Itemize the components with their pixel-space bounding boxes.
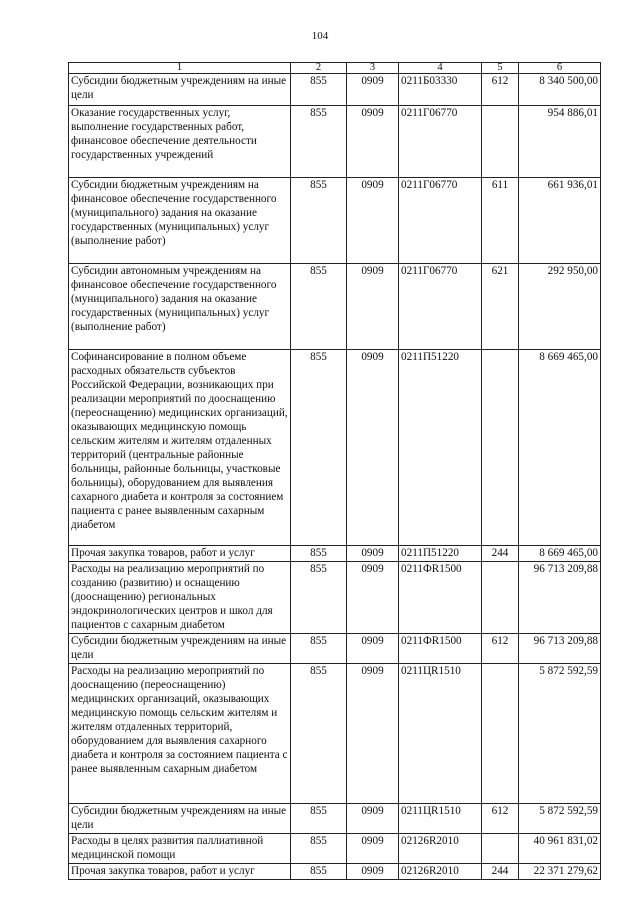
cell-ministry: 855: [291, 664, 347, 804]
page-number: 104: [311, 30, 329, 42]
cell-expense-type: 621: [482, 264, 519, 350]
cell-target: 0211Г06770: [399, 178, 482, 264]
column-header: 6: [519, 63, 601, 74]
cell-expense-type: [482, 562, 519, 634]
cell-target: 02126R2010: [399, 864, 482, 880]
column-header: 5: [482, 63, 519, 74]
table-row: [69, 350, 601, 546]
cell-amount: 5 872 592,59: [519, 804, 601, 834]
column-header: 4: [399, 63, 482, 74]
cell-ministry: 855: [291, 106, 347, 178]
row-name: Субсидии бюджетным учреждениям на финансовое обеспечение государственного (муниципального) задания на оказание государственных (муниципальных) услуг (выполнение работ): [69, 178, 291, 264]
cell-amount: 40 961 831,02: [519, 834, 601, 864]
column-header: 3: [347, 63, 399, 74]
cell-section: 0909: [347, 562, 399, 634]
cell-expense-type: [482, 106, 519, 178]
row-name: Оказание государственных услуг, выполнение государственных работ, финансовое обеспечение деятельности государственных учреждений: [69, 106, 291, 178]
column-header: 2: [291, 63, 347, 74]
cell-target: 0211ЦR1510: [399, 664, 482, 804]
cell-ministry: 855: [291, 546, 347, 562]
cell-expense-type: 612: [482, 634, 519, 664]
row-name: Расходы на реализацию мероприятий по дооснащению (переоснащению) медицинских организаций, оказывающих медицинскую помощь сельским жителям и жителям отдаленных территорий, оборудованием для выявления сахарного диабета и контроля за состоянием пациента с ранее выявленным сахарным диабетом: [69, 664, 291, 804]
cell-target: 0211П51220: [399, 350, 482, 546]
cell-target: 0211ФR1500: [399, 634, 482, 664]
cell-section: 0909: [347, 834, 399, 864]
table-row: [69, 864, 601, 880]
cell-ministry: 855: [291, 350, 347, 546]
cell-ministry: 855: [291, 634, 347, 664]
row-name: Прочая закупка товаров, работ и услуг: [69, 864, 291, 880]
cell-expense-type: 244: [482, 864, 519, 880]
cell-expense-type: 612: [482, 804, 519, 834]
table-row: [69, 74, 601, 106]
cell-amount: 8 340 500,00: [519, 74, 601, 106]
table-row: [69, 804, 601, 834]
table-row: [69, 634, 601, 664]
row-name: Софинансирование в полном объеме расходных обязательств субъектов Российской Федерации, возникающих при реализации мероприятий по дооснащению (переоснащению) медицинских организаций, оказывающих медицинскую помощь сельским жителям и жителям отдаленных территорий (центральные районные больницы, районные больницы, участковые больницы), оборудованием для выявления сахарного диабета и контроля за состоянием пациента с ранее выявленным сахарным диабетом: [69, 350, 291, 546]
cell-expense-type: 244: [482, 546, 519, 562]
row-name: Субсидии бюджетным учреждениям на иные цели: [69, 634, 291, 664]
cell-amount: 96 713 209,88: [519, 634, 601, 664]
cell-expense-type: [482, 664, 519, 804]
table-header-row: [69, 63, 601, 74]
cell-section: 0909: [347, 106, 399, 178]
cell-amount: 5 872 592,59: [519, 664, 601, 804]
cell-amount: 8 669 465,00: [519, 350, 601, 546]
row-name: Расходы в целях развития паллиативной медицинской помощи: [69, 834, 291, 864]
table-row: [69, 178, 601, 264]
cell-target: 0211ЦR1510: [399, 804, 482, 834]
row-name: Субсидии бюджетным учреждениям на иные цели: [69, 74, 291, 106]
cell-amount: 661 936,01: [519, 178, 601, 264]
cell-amount: 96 713 209,88: [519, 562, 601, 634]
column-header: 1: [69, 63, 291, 74]
cell-ministry: 855: [291, 74, 347, 106]
cell-target: 02126R2010: [399, 834, 482, 864]
cell-section: 0909: [347, 264, 399, 350]
cell-section: 0909: [347, 664, 399, 804]
row-name: Расходы на реализацию мероприятий по созданию (развитию) и оснащению (дооснащению) региональных эндокринологических центров и школ для пациентов с сахарным диабетом: [69, 562, 291, 634]
cell-ministry: 855: [291, 804, 347, 834]
cell-ministry: 855: [291, 864, 347, 880]
cell-expense-type: 611: [482, 178, 519, 264]
cell-ministry: 855: [291, 834, 347, 864]
row-name: Субсидии автономным учреждениям на финансовое обеспечение государственного (муниципального) задания на оказание государственных (муниципальных) услуг (выполнение работ): [69, 264, 291, 350]
table-row: [69, 546, 601, 562]
cell-expense-type: 612: [482, 74, 519, 106]
cell-target: 0211Г06770: [399, 264, 482, 350]
cell-section: 0909: [347, 178, 399, 264]
cell-target: 0211Г06770: [399, 106, 482, 178]
table-row: [69, 562, 601, 634]
cell-ministry: 855: [291, 178, 347, 264]
cell-expense-type: [482, 350, 519, 546]
cell-section: 0909: [347, 546, 399, 562]
budget-table: [68, 62, 601, 880]
cell-ministry: 855: [291, 562, 347, 634]
table-row: [69, 264, 601, 350]
cell-amount: 954 886,01: [519, 106, 601, 178]
cell-target: 0211ФR1500: [399, 562, 482, 634]
cell-amount: 22 371 279,62: [519, 864, 601, 880]
cell-ministry: 855: [291, 264, 347, 350]
table-row: [69, 834, 601, 864]
table-row: [69, 106, 601, 178]
row-name: Субсидии бюджетным учреждениям на иные цели: [69, 804, 291, 834]
cell-amount: 8 669 465,00: [519, 546, 601, 562]
cell-section: 0909: [347, 350, 399, 546]
cell-target: 0211Б03330: [399, 74, 482, 106]
cell-section: 0909: [347, 864, 399, 880]
row-name: Прочая закупка товаров, работ и услуг: [69, 546, 291, 562]
cell-target: 0211П51220: [399, 546, 482, 562]
cell-section: 0909: [347, 74, 399, 106]
cell-amount: 292 950,00: [519, 264, 601, 350]
cell-section: 0909: [347, 634, 399, 664]
cell-section: 0909: [347, 804, 399, 834]
cell-expense-type: [482, 834, 519, 864]
table-row: [69, 664, 601, 804]
